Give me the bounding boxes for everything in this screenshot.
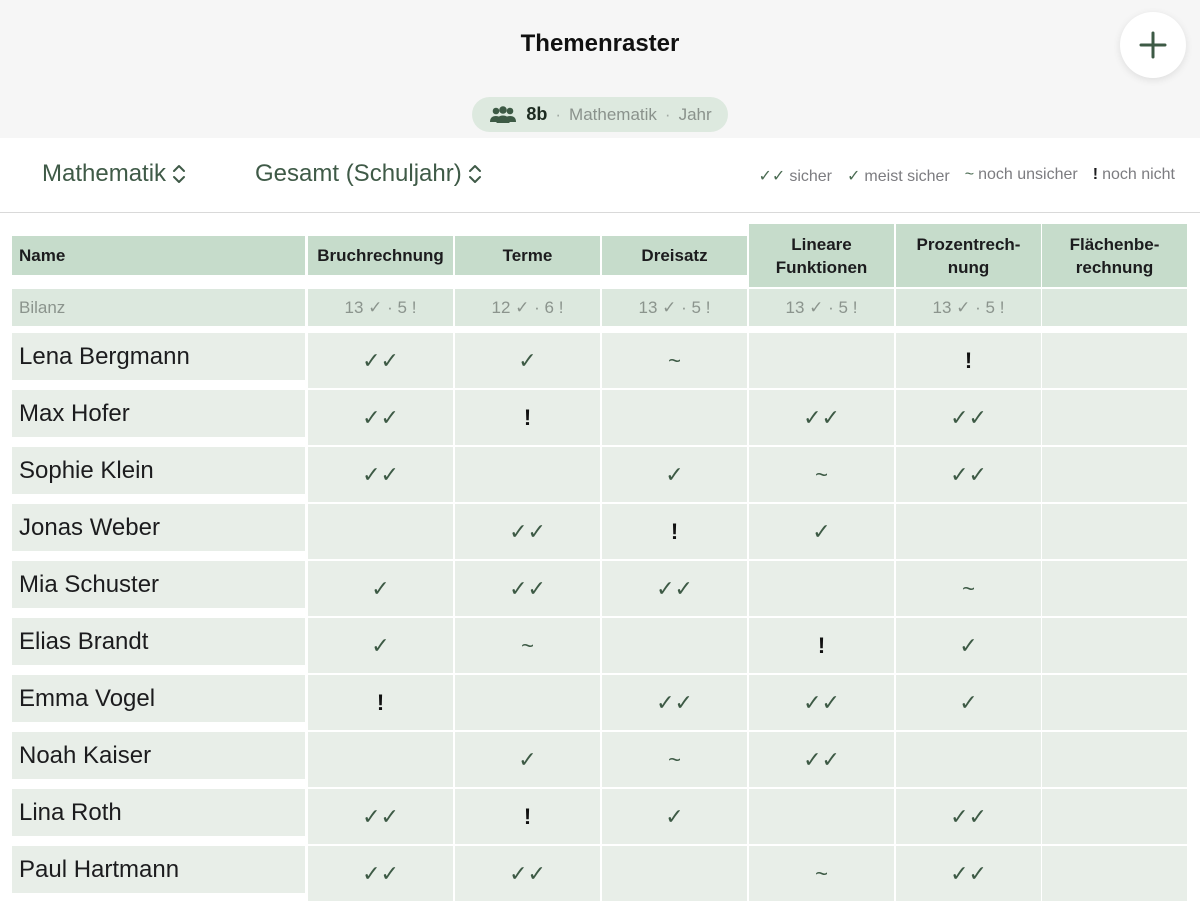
filter-bar [0, 138, 1200, 213]
mark-cell[interactable]: ✓✓ [749, 732, 894, 787]
mark-cell[interactable]: ✓✓ [308, 447, 453, 502]
chevron-up-down-icon [172, 163, 186, 185]
summary-cell: 13 ✓ · 5 ! [749, 289, 894, 326]
legend-item-noch-unsicher: ~ noch unsicher [964, 166, 1078, 183]
mark-cell[interactable]: ~ [455, 618, 600, 673]
mark-cell[interactable]: ✓✓ [896, 390, 1041, 445]
student-name[interactable]: Lina Roth [12, 789, 305, 836]
mark-cell[interactable]: ! [749, 618, 894, 673]
mark-cell[interactable] [1042, 561, 1187, 616]
mark-cell[interactable]: ✓ [308, 618, 453, 673]
mark-cell[interactable]: ✓✓ [896, 447, 1041, 502]
chevron-up-down-icon [468, 163, 482, 185]
mark-cell[interactable]: ! [455, 789, 600, 844]
mark-cell[interactable]: ~ [749, 846, 894, 901]
column-header-name: Name [12, 236, 305, 275]
student-name[interactable]: Jonas Weber [12, 504, 305, 551]
mark-cell[interactable]: ✓ [749, 504, 894, 559]
mark-cell[interactable] [749, 561, 894, 616]
legend-item-noch-nicht: ! noch nicht [1092, 166, 1175, 183]
mark-cell[interactable] [308, 732, 453, 787]
plus-icon [1138, 30, 1168, 60]
mark-cell[interactable]: ✓✓ [602, 561, 747, 616]
mark-cell[interactable]: ~ [749, 447, 894, 502]
summary-cell [1042, 289, 1187, 326]
legend-item-sicher: ✓✓ sicher [758, 168, 832, 185]
mark-cell[interactable] [749, 333, 894, 388]
mark-cell[interactable]: ✓✓ [749, 390, 894, 445]
top-bar [0, 0, 1200, 138]
student-name[interactable]: Sophie Klein [12, 447, 305, 494]
summary-cell: 13 ✓ · 5 ! [602, 289, 747, 326]
column-header-topic[interactable]: Terme [455, 236, 600, 275]
mark-cell[interactable] [1042, 333, 1187, 388]
separator: · [555, 104, 562, 124]
mark-cell[interactable] [1042, 846, 1187, 901]
mark-cell[interactable] [455, 447, 600, 502]
student-name[interactable]: Elias Brandt [12, 618, 305, 665]
mark-cell[interactable]: ✓✓ [308, 846, 453, 901]
mark-cell[interactable] [896, 504, 1041, 559]
student-name[interactable]: Noah Kaiser [12, 732, 305, 779]
mark-cell[interactable] [1042, 390, 1187, 445]
mark-cell[interactable] [1042, 675, 1187, 730]
column-header-topic[interactable]: Dreisatz [602, 236, 747, 275]
summary-row-label: Bilanz [12, 289, 305, 326]
mark-cell[interactable] [1042, 447, 1187, 502]
mark-cell[interactable] [602, 846, 747, 901]
column-header-topic[interactable]: Prozentrech- nung [896, 224, 1041, 287]
mark-cell[interactable]: ✓ [896, 618, 1041, 673]
add-button[interactable] [1120, 12, 1186, 78]
mark-cell[interactable]: ✓ [602, 447, 747, 502]
page-title: Themenraster [520, 30, 680, 57]
period-select-label: Gesamt (Schuljahr) [255, 160, 462, 187]
mark-cell[interactable]: ✓✓ [455, 846, 600, 901]
mark-cell[interactable]: ~ [896, 561, 1041, 616]
mark-cell[interactable]: ✓✓ [455, 504, 600, 559]
class-selector-pill[interactable] [472, 97, 728, 132]
subject-select-label: Mathematik [42, 160, 167, 187]
column-header-topic[interactable]: Flächenbe- rechnung [1042, 224, 1187, 287]
mark-cell[interactable]: ✓✓ [308, 333, 453, 388]
summary-cell: 13 ✓ · 5 ! [896, 289, 1041, 326]
pill-period: Jahr [678, 104, 712, 124]
group-icon [488, 105, 518, 125]
mark-cell[interactable]: ✓ [455, 333, 600, 388]
mark-cell[interactable] [455, 675, 600, 730]
mark-cell[interactable] [1042, 618, 1187, 673]
mark-cell[interactable]: ✓ [455, 732, 600, 787]
separator: · [664, 104, 671, 124]
mark-cell[interactable]: ! [455, 390, 600, 445]
subject-select[interactable] [42, 160, 186, 188]
pill-subject: Mathematik [569, 104, 657, 124]
mark-cell[interactable]: ~ [602, 333, 747, 388]
mark-cell[interactable]: ✓✓ [308, 390, 453, 445]
topic-grid [0, 213, 1200, 900]
mark-cell[interactable]: ✓✓ [308, 789, 453, 844]
mark-cell[interactable]: ✓✓ [896, 846, 1041, 901]
student-name[interactable]: Max Hofer [12, 390, 305, 437]
mark-cell[interactable]: ✓✓ [455, 561, 600, 616]
student-name[interactable]: Mia Schuster [12, 561, 305, 608]
mark-cell[interactable] [1042, 504, 1187, 559]
mark-cell[interactable] [749, 789, 894, 844]
mark-cell[interactable]: ~ [602, 732, 747, 787]
period-select[interactable] [255, 160, 482, 188]
mark-cell[interactable]: ✓✓ [896, 789, 1041, 844]
student-name[interactable]: Emma Vogel [12, 675, 305, 722]
mark-cell[interactable] [1042, 789, 1187, 844]
mark-cell[interactable] [1042, 732, 1187, 787]
mark-cell[interactable]: ! [308, 675, 453, 730]
mark-cell[interactable]: ! [896, 333, 1041, 388]
student-name[interactable]: Lena Bergmann [12, 333, 305, 380]
mark-cell[interactable]: ✓ [308, 561, 453, 616]
mark-cell[interactable]: ✓✓ [749, 675, 894, 730]
mark-cell[interactable]: ! [602, 504, 747, 559]
mark-cell[interactable]: ✓ [602, 789, 747, 844]
summary-cell: 12 ✓ · 6 ! [455, 289, 600, 326]
mark-legend [759, 166, 1176, 186]
student-name[interactable]: Paul Hartmann [12, 846, 305, 893]
mark-cell[interactable] [308, 504, 453, 559]
mark-cell[interactable]: ✓ [896, 675, 1041, 730]
mark-cell[interactable]: ✓✓ [602, 675, 747, 730]
class-name: 8b [526, 104, 548, 124]
summary-cell: 13 ✓ · 5 ! [308, 289, 453, 326]
mark-cell[interactable] [602, 390, 747, 445]
mark-cell[interactable] [896, 732, 1041, 787]
column-header-topic[interactable]: Bruchrechnung [308, 236, 453, 275]
column-header-topic[interactable]: Lineare Funktionen [749, 224, 894, 287]
mark-cell[interactable] [602, 618, 747, 673]
legend-item-meist-sicher: ✓ meist sicher [847, 168, 950, 185]
